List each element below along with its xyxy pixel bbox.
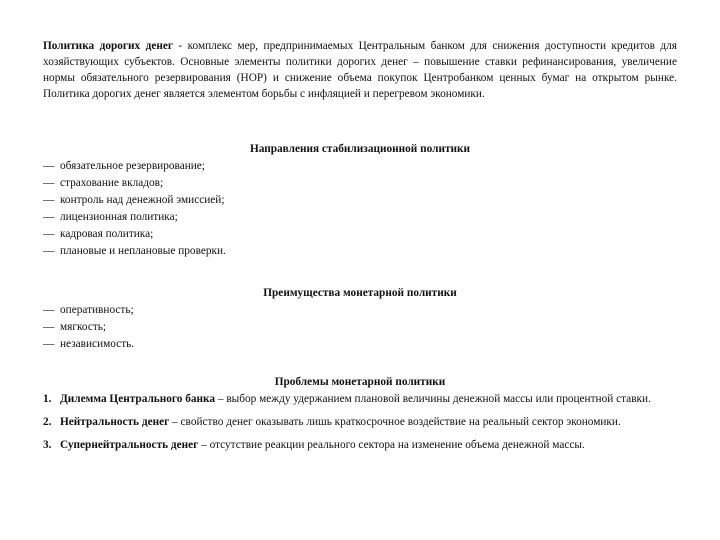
list-item: — обязательное резервирование; xyxy=(43,158,677,175)
problems-list xyxy=(43,391,677,460)
directions-title: Направления стабилизационной политики xyxy=(249,143,471,155)
problem-item xyxy=(43,391,677,407)
problem-number: 3. xyxy=(43,439,52,451)
list-item: — страхование вкладов; xyxy=(43,175,677,192)
list-item: — кадровая политика; xyxy=(43,226,677,243)
problem-number: 1. xyxy=(43,393,52,405)
problem-term: Супернейтральность денег xyxy=(60,439,199,451)
problem-number: 2. xyxy=(43,416,52,428)
intro-paragraph xyxy=(43,38,677,102)
list-item: — независимость. xyxy=(43,336,677,353)
problems-title: Проблемы монетарной политики xyxy=(274,376,446,388)
list-item: — плановые и неплановые проверки. xyxy=(43,243,677,260)
directions-list xyxy=(43,158,677,260)
advantages-title: Преимущества монетарной политики xyxy=(263,287,457,299)
problem-text: – свойство денег оказывать лишь краткосрочное воздействие на реальный сектор экономики. xyxy=(169,416,621,428)
advantages-list xyxy=(43,302,677,353)
problem-term: Нейтральность денег xyxy=(60,416,170,428)
problem-text: – выбор между удержанием плановой величины денежной массы или процентной ставки. xyxy=(215,393,651,405)
intro-text: - комплекс мер, предпринимаемых Центральным банком для снижения доступности кредитов для хозяйствующих субъектов. Основные элементы политики дорогих денег – повышение ставки рефинансирования, увеличение нормы обязательного резервирования (НОР) и снижение объема покупок Центробанком ценных бумаг на открытом рынке. Политика дорогих денег является элементом борьбы с инфляцией и перегревом экономики. xyxy=(43,40,677,100)
list-item: — контроль над денежной эмиссией; xyxy=(43,192,677,209)
problem-item xyxy=(43,437,677,453)
intro-term: Политика дорогих денег xyxy=(43,40,173,52)
problem-text: – отсутствие реакции реального сектора на изменение объема денежной массы. xyxy=(198,439,585,451)
list-item: — мягкость; xyxy=(43,319,677,336)
list-item: — лицензионная политика; xyxy=(43,209,677,226)
problem-item xyxy=(43,414,677,430)
problem-term: Дилемма Центрального банка xyxy=(60,393,216,405)
list-item: — оперативность; xyxy=(43,302,677,319)
